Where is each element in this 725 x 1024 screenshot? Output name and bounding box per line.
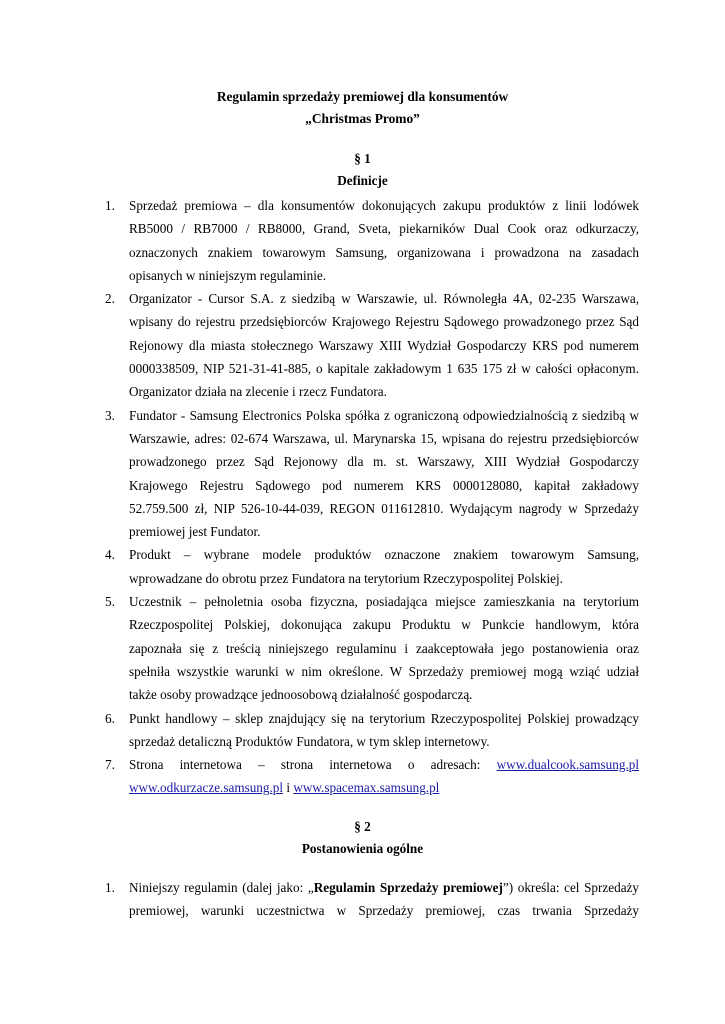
item-line: [129, 876, 639, 899]
list-item: [105, 876, 639, 923]
title-line-2: „Christmas Promo”: [305, 111, 420, 126]
title-line-1: Regulamin sprzedaży premiowej dla konsumentów: [216, 89, 509, 104]
section-2-heading: Postanowienia ogólne: [301, 841, 424, 856]
item-line: zapoznała się z treścią niniejszego regulaminu i zaakceptowała jego postanowienia oraz: [129, 640, 639, 656]
item-number: 3.: [105, 407, 115, 423]
item-line: Rzeczpospolitej Polskiej, dokonująca zakupu Produktu w Punkcie handlowym, która: [129, 617, 639, 633]
item-number: 7.: [105, 757, 115, 773]
list-item: [105, 707, 639, 754]
item-line: Rejonowy dla miasta stołecznego Warszawy XIII Wydział Gospodarczy KRS pod numerem: [129, 337, 639, 353]
section-1-symbol: § 1: [354, 151, 371, 166]
section-1-list: [105, 194, 639, 800]
item-line: opisanych w niniejszym regulaminie.: [129, 267, 327, 283]
section-2-list: [105, 876, 639, 923]
item-line: [129, 753, 639, 776]
item-line: Uczestnik – pełnoletnia osoba fizyczna, posiadająca miejsce zamieszkania na terytorium: [129, 594, 639, 610]
item-line: Warszawie, adres: 02-674 Warszawa, ul. Marynarska 15, wpisana do rejestru przedsiębiorców: [129, 430, 639, 446]
list-item: [105, 194, 639, 287]
list-item: [105, 753, 639, 800]
item-line: Produkt – wybrane modele produktów oznaczone znakiem towarowym Samsung,: [129, 547, 639, 563]
item-text-bold: Regulamin Sprzedaży premiowej: [313, 880, 503, 895]
odkurzacze-link[interactable]: www.odkurzacze.samsung.pl: [129, 780, 284, 796]
list-item: [105, 543, 639, 590]
list-item: [105, 590, 639, 706]
item-text-post: ”) określa: cel Sprzedaży: [502, 880, 640, 895]
item-line: Sprzedaż premiowa – dla konsumentów dokonujących zakupu produktów z linii lodówek: [129, 198, 639, 213]
item-line: [129, 776, 639, 799]
item-text-pre: Niniejszy regulamin (dalej jako: „: [129, 880, 314, 895]
item-line: sprzedaż detaliczną Produktów Fundatora, w tym sklep internetowy.: [129, 733, 490, 749]
item-line: Organizator działa na zlecenie i rzecz Fundatora.: [129, 384, 387, 400]
item-number: 1.: [105, 880, 115, 895]
section-2-symbol: § 2: [354, 819, 371, 834]
item-line: wprowadzane do obrotu przez Fundatora na terytorium Rzeczypospolitej Polskiej.: [129, 570, 563, 586]
item-line: Organizator - Cursor S.A. z siedzibą w Warszawie, ul. Równoległa 4A, 02-235 Warszawa,: [129, 291, 639, 307]
item-number: 2.: [105, 291, 115, 307]
item-line: 52.759.500 zł, NIP 526-10-44-039, REGON 011612810. Wydającym nagrody w Sprzedaży: [129, 500, 639, 516]
item-line: wpisany do rejestru przedsiębiorców Krajowego Rejestru Sądowego prowadzonego przez Sąd: [129, 314, 639, 330]
item-line: spełniła wszystkie warunki w nim określone. W Sprzedaży premiowej mogą wziąć udział: [129, 663, 639, 679]
item-number: 1.: [105, 198, 115, 213]
list-item: [105, 404, 639, 544]
section-1-heading: Definicje: [337, 173, 388, 188]
item-line: także osoby prowadzące jednoosobową działalność gospodarczą.: [129, 687, 473, 703]
list-item: [105, 287, 639, 403]
item-line: RB5000 / RB7000 / RB8000, Grand, Sveta, piekarników Dual Cook oraz odkurzaczy,: [129, 221, 639, 237]
item-line: premiowej jest Fundator.: [129, 524, 261, 540]
conjunction: i: [286, 780, 291, 796]
item-line: Fundator - Samsung Electronics Polska spółka z ograniczoną odpowiedzialnością z siedzibą w: [129, 407, 639, 423]
item-number: 4.: [105, 547, 115, 563]
item-line: 0000338509, NIP 521-31-41-885, o kapitale zakładowym 1 635 175 zł w całości opłaconym.: [129, 361, 639, 377]
item-line: premiowej, warunki uczestnictwa w Sprzedaży premiowej, czas trwania Sprzedaży: [129, 903, 639, 919]
item-number: 6.: [105, 710, 115, 726]
item-text: Strona internetowa – strona internetowa o adresach:: [129, 757, 481, 773]
item-line: oznaczonych znakiem towarowym Samsung, organizowana i prowadzona na zasadach: [129, 244, 639, 260]
document-title: [0, 86, 725, 130]
spacemax-link[interactable]: www.spacemax.samsung.pl: [293, 780, 440, 796]
dualcook-link[interactable]: www.dualcook.samsung.pl: [496, 757, 639, 773]
item-line: Punkt handlowy – sklep znajdujący się na terytorium Rzeczypospolitej Polskiej prowadzący: [129, 710, 639, 726]
item-line: Krajowego Rejestru Sądowego pod numerem KRS 0000128080, kapitał zakładowy: [129, 477, 639, 493]
item-line: prowadzonego przez Sąd Rejonowy dla m. st. Warszawy, XIII Wydział Gospodarczy: [129, 454, 639, 470]
item-number: 5.: [105, 594, 115, 610]
